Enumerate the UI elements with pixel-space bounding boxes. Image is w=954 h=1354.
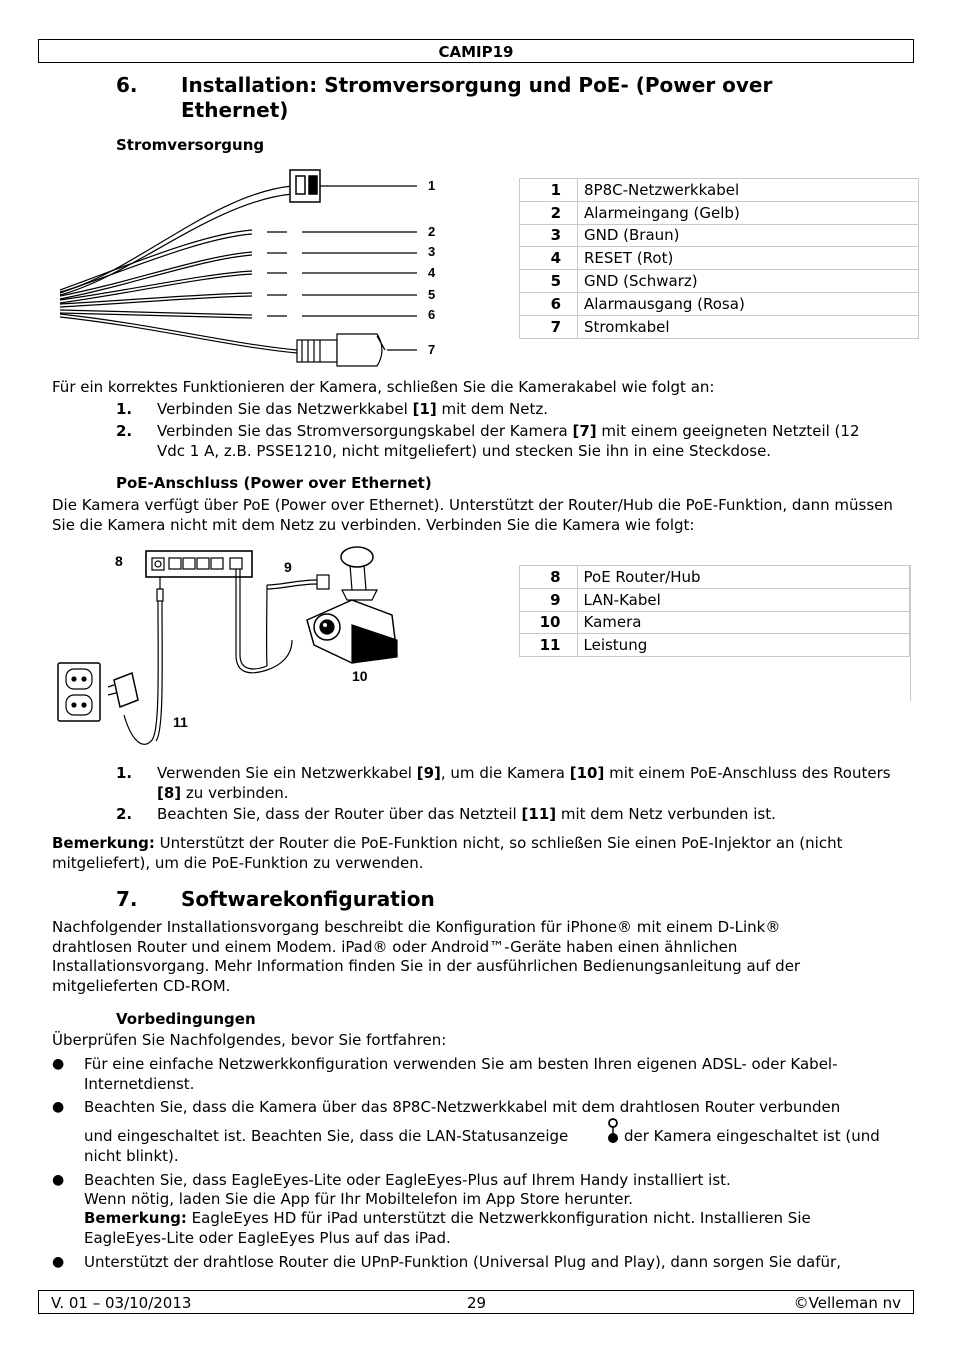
bullet-icon: ● — [52, 1254, 65, 1270]
poe-note: Bemerkung: Unterstützt der Router die PoE-Funktion nicht, so schließen Sie einen PoE-Injektor an (nicht mitgeliefert), um die PoE-Funktion zu verwenden. — [52, 834, 843, 872]
step-1-text: Verbinden Sie das Netzwerkkabel [1] mit dem Netz. — [157, 400, 549, 418]
bullet-icon: ● — [52, 1056, 65, 1072]
legend-label: Alarmausgang (Rosa) — [578, 292, 919, 315]
lan-status-led-icon — [606, 1117, 620, 1145]
legend-number: 9 — [520, 588, 578, 611]
bullet-icon: ● — [52, 1099, 65, 1115]
diagram-label-10: 10 — [352, 668, 368, 684]
step-2-number: 2. — [116, 422, 133, 440]
rj45-plug-icon — [290, 170, 320, 202]
wall-outlet-icon — [58, 663, 100, 721]
legend-number: 5 — [520, 270, 578, 293]
legend-table-2 — [519, 565, 910, 657]
bullet-icon: ● — [52, 1172, 65, 1188]
prereq-item-3-note: Bemerkung: EagleEyes HD für iPad unterstützt die Netzwerkkonfiguration nicht. Installieren Sie EagleEyes-Lite oder EagleEyes Plus auf das iPad. — [84, 1209, 811, 1247]
legend-number: 1 — [520, 179, 578, 202]
legend-label: GND (Braun) — [578, 224, 919, 247]
legend-row — [520, 224, 919, 247]
subheading-prerequisites: Vorbedingungen — [116, 1010, 256, 1028]
legend-number: 2 — [520, 201, 578, 224]
diagram-label-7: 7 — [428, 342, 436, 357]
legend-table-1 — [519, 178, 919, 339]
page-header — [38, 39, 914, 63]
poe-step-1-number: 1. — [116, 764, 133, 782]
legend-row — [520, 247, 919, 270]
step-1-number: 1. — [116, 400, 133, 418]
poe-step-2-text: Beachten Sie, dass der Router über das Netzteil [11] mit dem Netz verbunden ist. — [157, 805, 776, 823]
diagram-label-2: 2 — [428, 224, 436, 239]
dc-plug-icon — [297, 334, 385, 366]
legend-row — [520, 270, 919, 293]
section-title: Softwarekonfiguration — [181, 887, 435, 911]
legend-number: 7 — [520, 315, 578, 338]
page-number: 29 — [467, 1294, 487, 1312]
diagram-label-11: 11 — [173, 714, 188, 730]
prereq-item-1: Für eine einfache Netzwerkkonfiguration verwenden Sie am besten Ihren eigenen ADSL- oder Kabel-Internetdienst. — [84, 1055, 838, 1093]
model-title: CAMIP19 — [438, 43, 514, 61]
legend-number: 10 — [520, 611, 578, 634]
diagram-label-4: 4 — [428, 265, 436, 280]
section-title: Installation: Stromversorgung und PoE- (Power over Ethernet) — [181, 73, 773, 122]
section-6-heading — [116, 73, 896, 125]
legend-label: GND (Schwarz) — [578, 270, 919, 293]
legend-label: Stromkabel — [578, 315, 919, 338]
legend-row — [520, 315, 919, 338]
poe-step-2-number: 2. — [116, 805, 133, 823]
legend-row — [520, 588, 910, 611]
copyright-text: ©Velleman nv — [793, 1294, 901, 1312]
poe-step-1-text: Verwenden Sie ein Netzwerkkabel [9], um die Kamera [10] mit einem PoE-Anschluss des Routers [8] zu verbinden. — [157, 764, 891, 802]
prereq-item-2-line1: Beachten Sie, dass die Kamera über das 8P8C-Netzwerkkabel mit dem drahtlosen Router verbunden — [84, 1098, 841, 1116]
page-footer — [38, 1290, 914, 1314]
wire-7 — [60, 314, 297, 350]
legend-label: Leistung — [577, 634, 910, 657]
subheading-power: Stromversorgung — [116, 136, 265, 154]
diagram-label-8: 8 — [115, 553, 123, 569]
diagram-label-9: 9 — [284, 559, 292, 575]
legend-label: Kamera — [577, 611, 910, 634]
connection-intro: Für ein korrektes Funktionieren der Kamera, schließen Sie die Kamerakabel wie folgt an: — [52, 378, 715, 396]
software-intro: Nachfolgender Installationsvorgang beschreibt die Konfiguration für iPhone® mit einem D-Link® drahtlosen Router und einem Modem. iPad® oder Android™-Geräte haben einen ähnlichen Installationsvorgang. Mehr Information finden Sie in der ausführlichen Bedienungsanleitung auf der mitgelieferten CD-ROM. — [52, 918, 801, 995]
prereq-item-2-line3: nicht blinkt). — [84, 1147, 179, 1165]
diagram-label-6: 6 — [428, 307, 436, 322]
legend-label: 8P8C-Netzwerkkabel — [578, 179, 919, 202]
diagram-label-1: 1 — [428, 178, 436, 193]
version-text: V. 01 – 03/10/2013 — [51, 1294, 192, 1312]
legend-row — [520, 201, 919, 224]
legend-label: RESET (Rot) — [578, 247, 919, 270]
camera-icon — [307, 547, 397, 663]
prereq-item-2-line2: und eingeschaltet ist. Beachten Sie, dass die LAN-Statusanzeige — [84, 1127, 569, 1145]
legend-number: 8 — [520, 566, 578, 589]
poe-intro: Die Kamera verfügt über PoE (Power over Ethernet). Unterstützt der Router/Hub die PoE-Funktion, dann müssen Sie die Kamera nicht mit dem Netz zu verbinden. Verbinden Sie die Kamera wie folgt: — [52, 496, 893, 534]
legend-row — [520, 611, 910, 634]
poe-diagram — [52, 545, 452, 753]
legend-number: 3 — [520, 224, 578, 247]
prereq-item-3-line1: Beachten Sie, dass EagleEyes-Lite oder EagleEyes-Plus auf Ihrem Handy installiert ist. — [84, 1171, 731, 1189]
section-7-heading — [116, 887, 896, 913]
prereq-item-4: Unterstützt der drahtlose Router die UPnP-Funktion (Universal Plug and Play), dann sorgen Sie dafür, — [84, 1253, 841, 1271]
legend-table-2-frame — [519, 565, 911, 701]
legend-number: 11 — [520, 634, 578, 657]
section-number: 7. — [116, 887, 138, 911]
legend-number: 6 — [520, 292, 578, 315]
legend-row — [520, 634, 910, 657]
diagram-label-5: 5 — [428, 287, 436, 302]
legend-row — [520, 566, 910, 589]
legend-row — [520, 292, 919, 315]
prereq-item-2-line2b: der Kamera eingeschaltet ist (und — [624, 1127, 880, 1145]
legend-label: PoE Router/Hub — [577, 566, 910, 589]
prerequisites-intro: Überprüfen Sie Nachfolgendes, bevor Sie fortfahren: — [52, 1031, 447, 1049]
diagram-label-3: 3 — [428, 244, 436, 259]
section-number: 6. — [116, 73, 138, 97]
legend-row — [520, 179, 919, 202]
prereq-item-3-line2: Wenn nötig, laden Sie die App für Ihr Mobiltelefon im App Store herunter. — [84, 1190, 634, 1208]
power-adapter-icon — [108, 673, 138, 707]
legend-label: Alarmeingang (Gelb) — [578, 201, 919, 224]
legend-number: 4 — [520, 247, 578, 270]
subheading-poe: PoE-Anschluss (Power over Ethernet) — [116, 474, 432, 492]
cable-diagram — [52, 164, 452, 370]
step-2-text: Verbinden Sie das Stromversorgungskabel der Kamera [7] mit einem geeigneten Netzteil (12 Vdc 1 A, z.B. PSSE1210, nicht mitgeliefert) und stecken Sie ihn in eine Steckdose. — [157, 422, 860, 460]
legend-label: LAN-Kabel — [577, 588, 910, 611]
